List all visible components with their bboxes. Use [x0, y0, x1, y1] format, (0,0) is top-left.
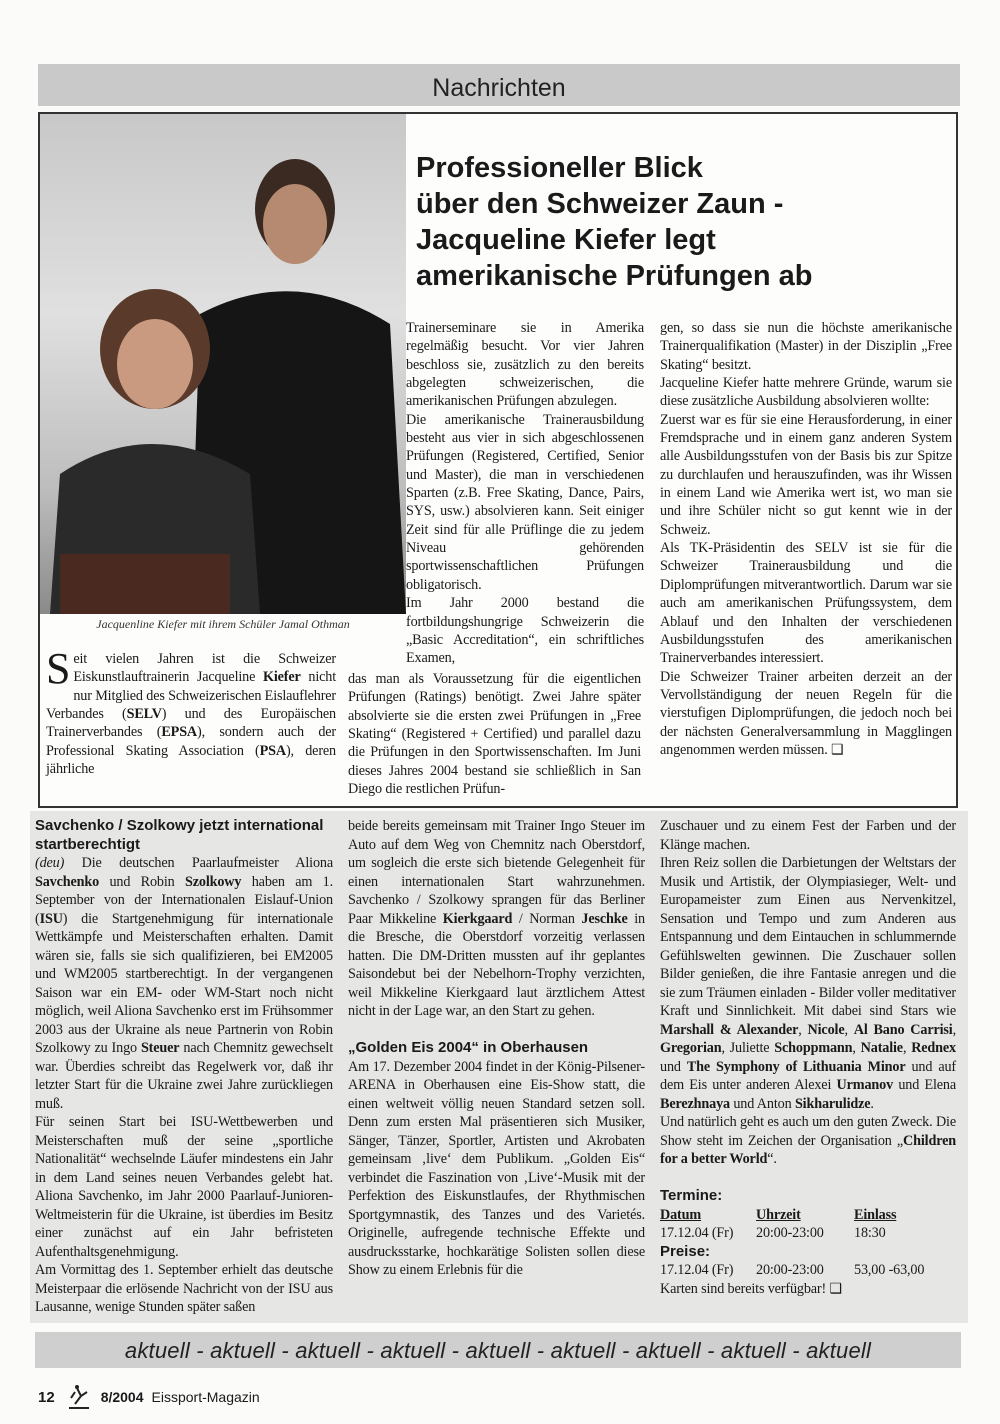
- bold-name: Savchenko: [35, 873, 100, 890]
- text-run: Im Jahr 2000 bestand die fortbildungshungrige Schweizerin die „Basic Accreditation“, ein schriftliches Examen,: [406, 595, 644, 667]
- paragraph: [406, 411, 644, 594]
- bold-name: SELV: [126, 706, 162, 723]
- news-column-2: [348, 817, 645, 1280]
- preise-label: Preise:: [660, 1242, 711, 1260]
- text-run: und auf dem Eis unter anderen Alexei: [660, 1058, 956, 1093]
- table-cell: 20:00-23:00: [756, 1225, 824, 1241]
- bold-name: Children for a better World: [660, 1132, 956, 1167]
- text-run: Für seinen Start bei ISU-Wettbewerben und Meisterschaften muß der seine „sportliche Nationalität“ wechselnde Läufer mindestens ein Jahr in dem Land seines neuen Verbandes gelebt hat. Aliona Savchenko, im Jahr 2000 Paarlauf-Junioren-Weltmeisterin für die Ukraine, ist überdies im Besitz einer zunächst auf ein Jahr befristeten Aufenthaltsgenehmigung.: [35, 1114, 333, 1260]
- text-run: ,: [844, 1021, 854, 1038]
- news-column-3: [660, 817, 956, 1298]
- text-run: Trainerseminare sie in Amerika regelmäßig besucht. Vor vier Jahren beschloss sie, zusätzlich zu den bereits abgelegten schweizerischen, die amerikanischen Prüfungen abzulegen.: [406, 320, 644, 410]
- paragraph: [46, 644, 336, 778]
- paragraph: [660, 817, 956, 854]
- text-run: in die Bresche, die Oberstdorf vorzeitig verlassen hatten. Die DM-Dritten mussten auf ihr geplantes Saisondebut bei der Nebelhorn-Trophy verzichten, weil Mikkeline Kierkgaard laut ärztlichem Attest nicht in der Lage war, an den Start zu gehen.: [348, 910, 645, 1019]
- text-run: “.: [767, 1151, 777, 1167]
- text-run: Die amerikanische Trainerausbildung besteht aus vier in sich abgeschlossenen Prüfungen (Registered, Certified, Senior und Master), die man in verschiedenen Sparten (z.B. Free Skating, Dance, Pairs, SYS, usw.) absolvieren kann. Seit einiger Zeit sind für alle Prüflinge die zu jedem Niveau gehörenden sportwissenschaftlichen Prüfungen obligatorisch.: [406, 411, 644, 593]
- article-column: [348, 670, 641, 798]
- text-run: .: [870, 1095, 874, 1112]
- paragraph: [406, 594, 644, 667]
- text-run: ,: [852, 1040, 861, 1056]
- table-header: Einlass: [854, 1206, 897, 1223]
- bold-name: Berezhnaya: [660, 1095, 730, 1112]
- text-run: Am 17. Dezember 2004 findet in der König-Pilsener-ARENA in Oberhausen eine Eis-Show statt, die einen weltweit völlig neuen Standard setzen soll. Denn zum ersten Mal präsentieren sich Musiker, Sänger, Tänzer, Sportler, Artisten und Akrobaten gemeinsam ‚live‘ dem Publikum. „Golden Eis“ verbindet die Faszination von ‚Live‘-Musik mit der Perfektion des Eiskunstlaufes, der Rhythmischen Sportgymnastik, des Tanzes und des Varietés. Originelle, aufregende technische Effekte und ausdrucksstarke, hochkarätige Solisten sollen diese Show zu einem Erlebnis für die: [348, 1058, 645, 1278]
- text-run: Jacqueline Kiefer hatte mehrere Gründe, warum sie diese zusätzliche Ausbildung absolvieren wollte:: [660, 375, 952, 410]
- headline-line: Jacqueline Kiefer legt: [416, 224, 716, 256]
- paragraph: [35, 1261, 333, 1317]
- text-run: Die Schweizer Trainer arbeiten derzeit an der Vervollständigung der neuen Regeln für die vierstufigen Diplomprüfungen, die jedoch noch bei der nächsten Generalversammlung in Magglingen angenommen werden müssen. ❑: [660, 668, 952, 758]
- skater-logo-icon: [63, 1384, 93, 1410]
- termine-table: [660, 1206, 956, 1243]
- text-run: ,: [798, 1021, 808, 1038]
- paragraph: [660, 539, 952, 667]
- text-run: ), sondern auch der Professional Skating Association (: [46, 724, 336, 759]
- page-number: 12: [38, 1388, 55, 1406]
- termine-label: Termine:: [660, 1187, 723, 1204]
- bold-name: Marshall & Alexander: [660, 1021, 799, 1038]
- bold-name: Kierkgaard: [442, 910, 513, 927]
- text-run: nach Chemnitz gewechselt war. Überdies schreibt das Regelwerk vor, daß ihr letzter Start für die Ukraine zwei Jahre zurückliegen muß.: [35, 1040, 333, 1112]
- text-run: Und natürlich geht es auch um den guten Zweck. Die Show steht im Zeichen der Organisation „: [660, 1114, 956, 1149]
- paragraph: [660, 1113, 956, 1169]
- section-header: [38, 64, 960, 106]
- text-run: haben am 1. September von der Internationalen Eislauf-Union (: [35, 873, 333, 927]
- article-intro: [46, 644, 336, 778]
- page-footer: [38, 1384, 260, 1410]
- text-run: ) und des Europäischen Trainerverbandes (: [46, 706, 336, 741]
- text-run: ), deren jährliche: [46, 742, 336, 778]
- article-column: [660, 319, 952, 759]
- paragraph: [660, 854, 956, 1113]
- bold-name: Schoppmann: [774, 1040, 853, 1056]
- text-run: Ihren Reiz sollen die Darbietungen der Weltstars der Musik und Artistik, der Olympiasieger, Welt- und Europameister zum Einen aus Nervenkitzel, Sensation und Tempo und zum Anderen aus Entspannung und dem Eintauchen in schlummernde Gefühlswelten gewinnen. Die Zuschauer sollen Bilder genießen, die ihre Fantasie anregen und die sie zum Träumen einladen - Bilder voller meditativer Kraft und Sinnlichkeit. Mit dabei sind Stars wie: [660, 855, 956, 1019]
- bold-name: Szolkowy: [185, 873, 242, 890]
- text-run: Zuerst war es für sie eine Herausforderung, in einer Fremdsprache und in einem ganz anderen System alle Ausbildungsstufen von der Basis bis zur Spitze zu durchlaufen und herauszufinden, was ihr Wissen in einem Land wie Amerika wert ist, wo man sie und ihre Schüler nicht so gut kennt wie in der Schweiz.: [660, 411, 952, 538]
- bold-name: Sikharulidze: [794, 1095, 871, 1112]
- paragraph: [348, 1058, 645, 1280]
- paragraph: [348, 817, 645, 1021]
- article-column: [406, 319, 644, 668]
- text-run: nicht nur Mitglied des Schweizerischen Eislauflehrer Verbandes (: [46, 669, 336, 723]
- issue-number: 8/2004: [100, 1389, 144, 1405]
- paragraph: [406, 319, 644, 411]
- section-title: Nachrichten: [432, 74, 566, 102]
- bold-name: Gregorian: [660, 1040, 722, 1056]
- bold-name: Kiefer: [262, 669, 301, 686]
- paragraph: [348, 670, 641, 798]
- text-run: das man als Voraussetzung für die eigentlichen Prüfungen (Ratings) benötigt. Zwei Jahre später absolvierte sie die ersten zwei Prüfungen in „Free Skating“ (Registered + Certified) und parallel dazu die Prüfungen in den Sportwissenschaften. Im Juni dieses Jahres 2004 bestand sie schließlich in San Diego die restlichen Prüfun-: [348, 671, 641, 798]
- table-header: Uhrzeit: [756, 1206, 801, 1223]
- news-column-1: [35, 817, 333, 1317]
- text-run: ,: [902, 1040, 912, 1056]
- magazine-name: Eissport-Magazin: [151, 1389, 260, 1405]
- bold-name: EPSA: [161, 724, 198, 741]
- text-run: und Robin: [99, 873, 185, 890]
- paragraph: [660, 374, 952, 411]
- text-run: / Norman: [512, 910, 582, 927]
- bold-name: Urmanov: [836, 1077, 894, 1093]
- headline-line: Professioneller Blick: [416, 152, 703, 184]
- text-run: und: [660, 1058, 687, 1075]
- news-headline: Savchenko / Szolkowy jetzt international startberechtigt: [35, 817, 324, 853]
- source-tag: (deu): [35, 855, 65, 871]
- text-run: eit vielen Jahren ist die Schweizer Eiskunstlauftrainerin Jacqueline: [73, 651, 336, 686]
- bold-name: The Symphony of Lithuania Minor: [686, 1058, 906, 1075]
- table-cell: 18:30: [854, 1225, 886, 1241]
- news-headline: „Golden Eis 2004“ in Oberhausen: [348, 1039, 589, 1056]
- text-run: , Juliette: [721, 1040, 775, 1056]
- bold-name: Rednex: [911, 1040, 957, 1056]
- text-run: Am Vormittag des 1. September erhielt das deutsche Meisterpaar die erlösende Nachricht von der ISU aus Lausanne, wenige Stunden später saßen: [35, 1262, 333, 1315]
- bold-name: Steuer: [140, 1040, 180, 1056]
- bold-name: Nicole: [807, 1021, 845, 1038]
- aktuell-banner: aktuell - aktuell - aktuell - aktuell - aktuell - aktuell - aktuell - aktuell - aktuell: [35, 1332, 961, 1368]
- bold-name: PSA: [259, 742, 286, 759]
- table-cell: 17.12.04 (Fr): [660, 1225, 734, 1241]
- tickets-note: Karten sind bereits verfügbar! ❑: [660, 1280, 843, 1297]
- text-run: ) die Startgenehmigung für internationale Wettkämpfe und Meisterschaften erhalten. Damit wären sie, falls sie sich qualifizieren, bei EM2005 und WM2005 startberechtigt. In der vergangenen Saison war ein EM- oder WM-Start noch nicht möglich, weil Aliona Savchenko erst im Frühsommer 2003 aus der Ukraine als neue Partnerin von Robin Szolkowy zu Ingo: [35, 910, 333, 1056]
- paragraph: [660, 319, 952, 374]
- photo-caption: Jacquenline Kiefer mit ihrem Schüler Jamal Othman: [96, 617, 350, 631]
- bold-name: Natalie: [860, 1040, 903, 1056]
- bold-name: Jeschke: [581, 910, 628, 927]
- text-run: und Anton: [729, 1095, 795, 1112]
- table-cell: 17.12.04 (Fr): [660, 1262, 734, 1278]
- table-header: Datum: [660, 1206, 702, 1223]
- drop-cap: S: [46, 644, 71, 693]
- text-run: Zuschauer und zu einem Fest der Farben und der Klänge machen.: [660, 818, 956, 853]
- text-run: Als TK-Präsidentin des SELV ist sie für die Schweizer Trainerausbildung und die Diplomprüfungen mitverantwortlich. Darum war sie auch am amerikanischen Prüfungssystem, dem Ablauf und den Inhalten der verschiedenen Ausbildungsstufen des amerikanischen Trainerverbandes interessiert.: [660, 540, 952, 667]
- text-run: beide bereits gemeinsam mit Trainer Ingo Steuer im Auto auf dem Weg von Chemnitz nach Oberstdorf, um sogleich die erste sich bietende Gelegenheit für einen internationalen Start wahrzunehmen. Savchenko / Szolkowy sprangen für das Berliner Paar Mikkeline: [348, 818, 645, 927]
- article-photo: [40, 114, 406, 614]
- headline-line: über den Schweizer Zaun -: [416, 188, 784, 220]
- photo-people-image: [40, 114, 406, 614]
- article-headline: [416, 150, 936, 294]
- text-run: gen, so dass sie nun die höchste amerikanische Trainerqualifikation (Master) in der Disziplin „Free Skating“ besitzt.: [660, 320, 952, 373]
- paragraph: [35, 1113, 333, 1261]
- paragraph: [660, 411, 952, 539]
- table-cell: 20:00-23:00: [756, 1262, 824, 1278]
- bold-name: ISU: [39, 910, 63, 927]
- headline-line: amerikanische Prüfungen ab: [416, 260, 813, 292]
- paragraph: [660, 668, 952, 760]
- text-run: und Elena: [893, 1077, 956, 1093]
- preise-table: [660, 1261, 956, 1280]
- text-run: Die deutschen Paarlaufmeister Aliona: [64, 855, 333, 871]
- bold-name: Al Bano Carrisi: [853, 1021, 953, 1038]
- table-cell: 53,00 -63,00: [854, 1262, 925, 1278]
- text-run: ,: [952, 1021, 956, 1038]
- paragraph: [35, 854, 333, 1113]
